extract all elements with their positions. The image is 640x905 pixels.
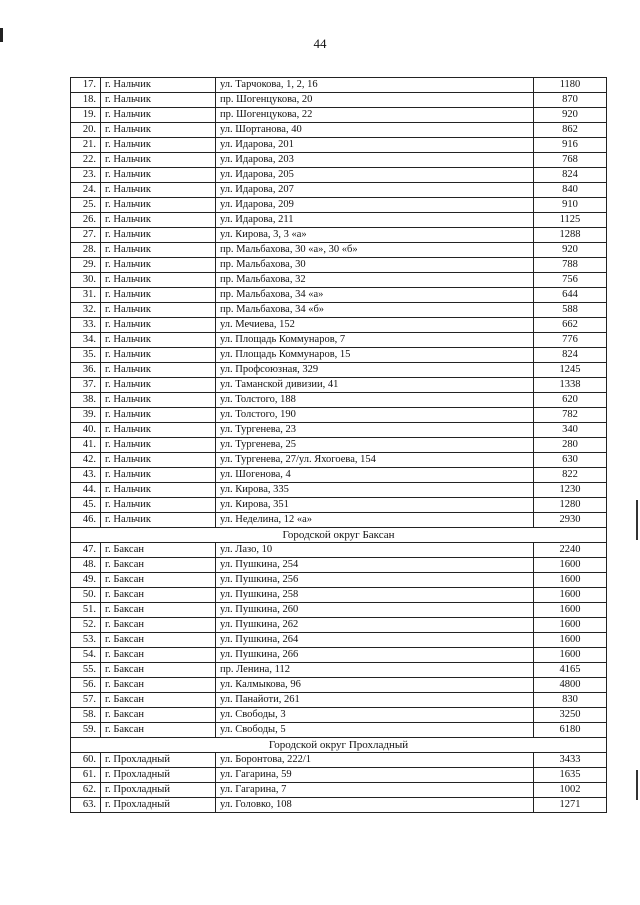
address-cell: ул. Тургенева, 23 <box>216 423 534 438</box>
row-number: 44. <box>71 483 101 498</box>
value-cell: 340 <box>534 423 607 438</box>
table-row <box>71 558 607 573</box>
city-cell: г. Баксан <box>101 603 216 618</box>
city-cell: г. Нальчик <box>101 468 216 483</box>
value-cell: 620 <box>534 393 607 408</box>
table-row <box>71 348 607 363</box>
address-cell: пр. Мальбахова, 30 <box>216 258 534 273</box>
table-row <box>71 603 607 618</box>
city-cell: г. Нальчик <box>101 228 216 243</box>
address-cell: ул. Площадь Коммунаров, 15 <box>216 348 534 363</box>
table-row <box>71 438 607 453</box>
address-cell: ул. Тарчокова, 1, 2, 16 <box>216 78 534 93</box>
city-cell: г. Нальчик <box>101 363 216 378</box>
table-row <box>71 213 607 228</box>
city-cell: г. Нальчик <box>101 483 216 498</box>
value-cell: 1002 <box>534 783 607 798</box>
address-cell: ул. Шортанова, 40 <box>216 123 534 138</box>
table-row <box>71 78 607 93</box>
value-cell: 756 <box>534 273 607 288</box>
city-cell: г. Нальчик <box>101 438 216 453</box>
value-cell: 1600 <box>534 648 607 663</box>
value-cell: 4800 <box>534 678 607 693</box>
city-cell: г. Нальчик <box>101 138 216 153</box>
address-cell: ул. Идарова, 201 <box>216 138 534 153</box>
scan-margin-mark <box>636 500 638 540</box>
value-cell: 920 <box>534 108 607 123</box>
row-number: 29. <box>71 258 101 273</box>
row-number: 27. <box>71 228 101 243</box>
address-cell: ул. Свободы, 5 <box>216 723 534 738</box>
row-number: 57. <box>71 693 101 708</box>
city-cell: г. Баксан <box>101 648 216 663</box>
address-table <box>70 77 607 813</box>
address-cell: ул. Кирова, 351 <box>216 498 534 513</box>
scan-margin-mark <box>636 770 638 800</box>
table-row <box>71 363 607 378</box>
row-number: 52. <box>71 618 101 633</box>
city-cell: г. Нальчик <box>101 93 216 108</box>
row-number: 36. <box>71 363 101 378</box>
value-cell: 4165 <box>534 663 607 678</box>
value-cell: 862 <box>534 123 607 138</box>
table-row <box>71 123 607 138</box>
value-cell: 280 <box>534 438 607 453</box>
value-cell: 1245 <box>534 363 607 378</box>
address-cell: пр. Мальбахова, 30 «а», 30 «б» <box>216 243 534 258</box>
row-number: 20. <box>71 123 101 138</box>
address-cell: ул. Идарова, 205 <box>216 168 534 183</box>
city-cell: г. Нальчик <box>101 333 216 348</box>
address-cell: ул. Идарова, 203 <box>216 153 534 168</box>
city-cell: г. Баксан <box>101 573 216 588</box>
value-cell: 1600 <box>534 633 607 648</box>
table-row <box>71 768 607 783</box>
row-number: 40. <box>71 423 101 438</box>
address-cell: ул. Мечиева, 152 <box>216 318 534 333</box>
address-table-body <box>71 78 607 813</box>
table-row <box>71 318 607 333</box>
city-cell: г. Нальчик <box>101 408 216 423</box>
table-row <box>71 573 607 588</box>
row-number: 61. <box>71 768 101 783</box>
table-row <box>71 618 607 633</box>
row-number: 39. <box>71 408 101 423</box>
city-cell: г. Баксан <box>101 693 216 708</box>
value-cell: 1180 <box>534 78 607 93</box>
address-cell: ул. Таманской дивизии, 41 <box>216 378 534 393</box>
address-cell: ул. Пушкина, 262 <box>216 618 534 633</box>
address-cell: ул. Идарова, 209 <box>216 198 534 213</box>
city-cell: г. Нальчик <box>101 213 216 228</box>
city-cell: г. Нальчик <box>101 78 216 93</box>
address-cell: ул. Боронтова, 222/1 <box>216 753 534 768</box>
city-cell: г. Нальчик <box>101 513 216 528</box>
city-cell: г. Нальчик <box>101 378 216 393</box>
address-cell: ул. Пушкина, 254 <box>216 558 534 573</box>
value-cell: 3250 <box>534 708 607 723</box>
value-cell: 1271 <box>534 798 607 813</box>
table-row <box>71 243 607 258</box>
address-cell: пр. Шогенцукова, 20 <box>216 93 534 108</box>
table-row <box>71 648 607 663</box>
table-row <box>71 408 607 423</box>
row-number: 46. <box>71 513 101 528</box>
table-row <box>71 288 607 303</box>
city-cell: г. Нальчик <box>101 168 216 183</box>
row-number: 34. <box>71 333 101 348</box>
table-row <box>71 198 607 213</box>
table-row <box>71 798 607 813</box>
section-header-row <box>71 738 607 753</box>
city-cell: г. Нальчик <box>101 258 216 273</box>
table-row <box>71 108 607 123</box>
address-cell: ул. Свободы, 3 <box>216 708 534 723</box>
table-row <box>71 138 607 153</box>
table-row <box>71 693 607 708</box>
table-row <box>71 378 607 393</box>
address-cell: ул. Толстого, 190 <box>216 408 534 423</box>
city-cell: г. Нальчик <box>101 318 216 333</box>
address-cell: ул. Кирова, 3, 3 «а» <box>216 228 534 243</box>
city-cell: г. Баксан <box>101 663 216 678</box>
table-row <box>71 483 607 498</box>
row-number: 54. <box>71 648 101 663</box>
address-cell: ул. Профсоюзная, 329 <box>216 363 534 378</box>
row-number: 59. <box>71 723 101 738</box>
city-cell: г. Нальчик <box>101 423 216 438</box>
address-cell: ул. Калмыкова, 96 <box>216 678 534 693</box>
value-cell: 1600 <box>534 618 607 633</box>
value-cell: 662 <box>534 318 607 333</box>
row-number: 19. <box>71 108 101 123</box>
table-row <box>71 228 607 243</box>
value-cell: 920 <box>534 243 607 258</box>
value-cell: 1635 <box>534 768 607 783</box>
city-cell: г. Нальчик <box>101 498 216 513</box>
city-cell: г. Баксан <box>101 678 216 693</box>
city-cell: г. Нальчик <box>101 183 216 198</box>
table-row <box>71 333 607 348</box>
row-number: 49. <box>71 573 101 588</box>
city-cell: г. Нальчик <box>101 108 216 123</box>
address-cell: ул. Толстого, 188 <box>216 393 534 408</box>
row-number: 51. <box>71 603 101 618</box>
address-cell: ул. Панайоти, 261 <box>216 693 534 708</box>
address-cell: пр. Мальбахова, 32 <box>216 273 534 288</box>
address-cell: ул. Пушкина, 266 <box>216 648 534 663</box>
value-cell: 870 <box>534 93 607 108</box>
value-cell: 840 <box>534 183 607 198</box>
value-cell: 630 <box>534 453 607 468</box>
address-cell: пр. Ленина, 112 <box>216 663 534 678</box>
address-cell: ул. Шогенова, 4 <box>216 468 534 483</box>
table-row <box>71 258 607 273</box>
row-number: 56. <box>71 678 101 693</box>
value-cell: 1280 <box>534 498 607 513</box>
row-number: 45. <box>71 498 101 513</box>
city-cell: г. Нальчик <box>101 393 216 408</box>
table-row <box>71 303 607 318</box>
row-number: 42. <box>71 453 101 468</box>
city-cell: г. Баксан <box>101 588 216 603</box>
section-header-row <box>71 528 607 543</box>
value-cell: 1288 <box>534 228 607 243</box>
row-number: 55. <box>71 663 101 678</box>
address-cell: ул. Пушкина, 264 <box>216 633 534 648</box>
row-number: 22. <box>71 153 101 168</box>
table-row <box>71 168 607 183</box>
value-cell: 1125 <box>534 213 607 228</box>
row-number: 38. <box>71 393 101 408</box>
row-number: 50. <box>71 588 101 603</box>
value-cell: 1600 <box>534 603 607 618</box>
table-row <box>71 273 607 288</box>
table-row <box>71 723 607 738</box>
city-cell: г. Нальчик <box>101 453 216 468</box>
address-cell: ул. Неделина, 12 «а» <box>216 513 534 528</box>
table-row <box>71 498 607 513</box>
table-row <box>71 183 607 198</box>
row-number: 37. <box>71 378 101 393</box>
address-cell: ул. Идарова, 211 <box>216 213 534 228</box>
value-cell: 768 <box>534 153 607 168</box>
table-row <box>71 513 607 528</box>
table-row <box>71 708 607 723</box>
address-cell: пр. Шогенцукова, 22 <box>216 108 534 123</box>
city-cell: г. Нальчик <box>101 303 216 318</box>
city-cell: г. Баксан <box>101 618 216 633</box>
row-number: 31. <box>71 288 101 303</box>
address-cell: ул. Кирова, 335 <box>216 483 534 498</box>
address-cell: ул. Тургенева, 25 <box>216 438 534 453</box>
value-cell: 1230 <box>534 483 607 498</box>
city-cell: г. Нальчик <box>101 198 216 213</box>
address-cell: ул. Лазо, 10 <box>216 543 534 558</box>
row-number: 43. <box>71 468 101 483</box>
value-cell: 782 <box>534 408 607 423</box>
city-cell: г. Баксан <box>101 633 216 648</box>
address-cell: ул. Тургенева, 27/ул. Яхогоева, 154 <box>216 453 534 468</box>
table-row <box>71 588 607 603</box>
value-cell: 1600 <box>534 588 607 603</box>
row-number: 32. <box>71 303 101 318</box>
address-cell: ул. Гагарина, 59 <box>216 768 534 783</box>
value-cell: 588 <box>534 303 607 318</box>
value-cell: 644 <box>534 288 607 303</box>
table-row <box>71 93 607 108</box>
row-number: 30. <box>71 273 101 288</box>
row-number: 26. <box>71 213 101 228</box>
value-cell: 776 <box>534 333 607 348</box>
value-cell: 824 <box>534 168 607 183</box>
address-cell: ул. Гагарина, 7 <box>216 783 534 798</box>
table-row <box>71 783 607 798</box>
value-cell: 910 <box>534 198 607 213</box>
row-number: 62. <box>71 783 101 798</box>
table-row <box>71 543 607 558</box>
city-cell: г. Прохладный <box>101 753 216 768</box>
row-number: 41. <box>71 438 101 453</box>
table-row <box>71 453 607 468</box>
row-number: 53. <box>71 633 101 648</box>
value-cell: 2240 <box>534 543 607 558</box>
address-cell: пр. Мальбахова, 34 «а» <box>216 288 534 303</box>
section-title: Городской округ Баксан <box>71 528 607 543</box>
row-number: 58. <box>71 708 101 723</box>
row-number: 23. <box>71 168 101 183</box>
row-number: 28. <box>71 243 101 258</box>
address-cell: ул. Площадь Коммунаров, 7 <box>216 333 534 348</box>
address-cell: ул. Пушкина, 260 <box>216 603 534 618</box>
value-cell: 2930 <box>534 513 607 528</box>
city-cell: г. Баксан <box>101 723 216 738</box>
value-cell: 6180 <box>534 723 607 738</box>
value-cell: 788 <box>534 258 607 273</box>
city-cell: г. Нальчик <box>101 288 216 303</box>
row-number: 63. <box>71 798 101 813</box>
row-number: 33. <box>71 318 101 333</box>
table-row <box>71 663 607 678</box>
row-number: 48. <box>71 558 101 573</box>
page-number: 44 <box>313 36 327 51</box>
row-number: 21. <box>71 138 101 153</box>
value-cell: 1338 <box>534 378 607 393</box>
city-cell: г. Баксан <box>101 558 216 573</box>
city-cell: г. Нальчик <box>101 153 216 168</box>
table-row <box>71 153 607 168</box>
city-cell: г. Нальчик <box>101 273 216 288</box>
row-number: 24. <box>71 183 101 198</box>
address-cell: ул. Головко, 108 <box>216 798 534 813</box>
table-row <box>71 393 607 408</box>
value-cell: 1600 <box>534 558 607 573</box>
value-cell: 3433 <box>534 753 607 768</box>
value-cell: 916 <box>534 138 607 153</box>
row-number: 17. <box>71 78 101 93</box>
row-number: 18. <box>71 93 101 108</box>
table-row <box>71 753 607 768</box>
address-cell: пр. Мальбахова, 34 «б» <box>216 303 534 318</box>
city-cell: г. Прохладный <box>101 783 216 798</box>
row-number: 25. <box>71 198 101 213</box>
table-row <box>71 633 607 648</box>
address-cell: ул. Пушкина, 256 <box>216 573 534 588</box>
row-number: 35. <box>71 348 101 363</box>
address-cell: ул. Пушкина, 258 <box>216 588 534 603</box>
city-cell: г. Баксан <box>101 708 216 723</box>
row-number: 47. <box>71 543 101 558</box>
value-cell: 824 <box>534 348 607 363</box>
value-cell: 822 <box>534 468 607 483</box>
city-cell: г. Нальчик <box>101 348 216 363</box>
city-cell: г. Нальчик <box>101 243 216 258</box>
city-cell: г. Прохладный <box>101 768 216 783</box>
table-row <box>71 423 607 438</box>
address-cell: ул. Идарова, 207 <box>216 183 534 198</box>
city-cell: г. Баксан <box>101 543 216 558</box>
table-row <box>71 468 607 483</box>
city-cell: г. Прохладный <box>101 798 216 813</box>
row-number: 60. <box>71 753 101 768</box>
table-row <box>71 678 607 693</box>
section-title: Городской округ Прохладный <box>71 738 607 753</box>
city-cell: г. Нальчик <box>101 123 216 138</box>
value-cell: 1600 <box>534 573 607 588</box>
value-cell: 830 <box>534 693 607 708</box>
